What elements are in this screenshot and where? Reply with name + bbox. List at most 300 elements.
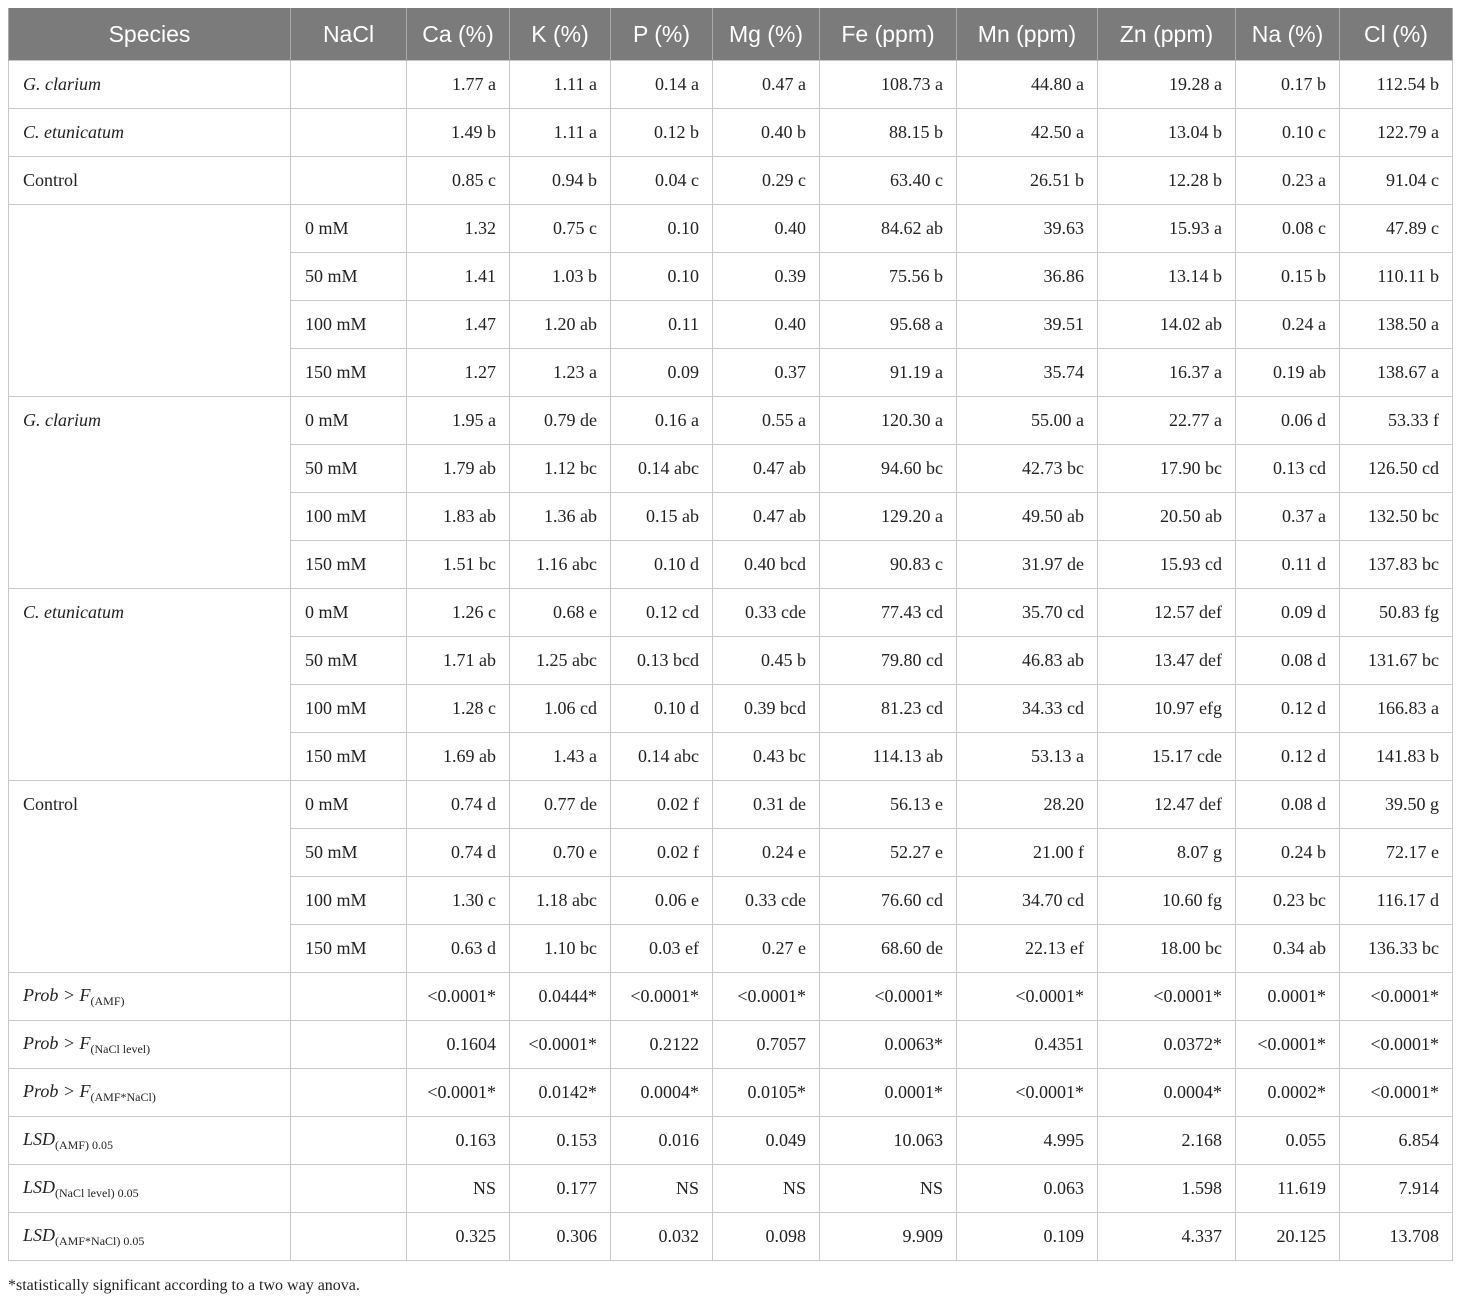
table-cell: <0.0001*	[407, 973, 510, 1021]
table-cell: 95.68 a	[820, 301, 957, 349]
table-cell: 122.79 a	[1340, 109, 1453, 157]
table-cell: 0.06 d	[1236, 397, 1340, 445]
table-cell: 0.10 d	[611, 685, 713, 733]
table-cell: 0.055	[1236, 1117, 1340, 1165]
table-container	[8, 8, 1452, 1261]
nacl-cell: 0 mM	[291, 589, 407, 637]
table-cell: 1.26 c	[407, 589, 510, 637]
table-cell: 0.0105*	[713, 1069, 820, 1117]
stat-label-main: LSD	[23, 1176, 56, 1197]
table-row	[9, 109, 1453, 157]
table-cell: 7.914	[1340, 1165, 1453, 1213]
table-row	[9, 205, 1453, 253]
stat-label-sub: (NaCl level)	[90, 1041, 151, 1056]
table-cell: 0.47 ab	[713, 493, 820, 541]
table-cell: 131.67 bc	[1340, 637, 1453, 685]
table-cell: 1.43 a	[510, 733, 611, 781]
species-cell: C. etunicatum	[9, 109, 291, 157]
mineral-content-table	[8, 8, 1453, 1261]
table-cell: 0.02 f	[611, 829, 713, 877]
table-cell: 1.25 abc	[510, 637, 611, 685]
stat-row	[9, 1165, 1453, 1213]
stat-label-main: Prob > F	[23, 1032, 91, 1053]
table-cell: 0.016	[611, 1117, 713, 1165]
nacl-cell: 150 mM	[291, 541, 407, 589]
table-cell: 0.29 c	[713, 157, 820, 205]
table-cell: 0.0001*	[1236, 973, 1340, 1021]
table-cell: 52.27 e	[820, 829, 957, 877]
table-row	[9, 589, 1453, 637]
stat-label	[9, 1165, 291, 1213]
nacl-cell: 150 mM	[291, 925, 407, 973]
column-header: Na (%)	[1236, 8, 1340, 61]
table-cell: 1.41	[407, 253, 510, 301]
table-cell: 1.10 bc	[510, 925, 611, 973]
nacl-cell: 50 mM	[291, 253, 407, 301]
table-cell: 0.306	[510, 1213, 611, 1261]
table-cell: 1.47	[407, 301, 510, 349]
table-cell: 0.14 a	[611, 61, 713, 109]
stat-label-sub: (AMF)	[55, 1137, 90, 1152]
stat-label	[9, 1021, 291, 1069]
table-cell: 0.7057	[713, 1021, 820, 1069]
nacl-cell: 50 mM	[291, 445, 407, 493]
table-cell: 4.337	[1098, 1213, 1236, 1261]
table-cell: 91.04 c	[1340, 157, 1453, 205]
table-cell: 0.24 a	[1236, 301, 1340, 349]
table-cell: 84.62 ab	[820, 205, 957, 253]
table-cell: 0.24 b	[1236, 829, 1340, 877]
table-cell: NS	[407, 1165, 510, 1213]
table-cell: 0.02 f	[611, 781, 713, 829]
table-cell: 6.854	[1340, 1117, 1453, 1165]
nacl-cell-empty	[291, 973, 407, 1021]
nacl-cell-empty	[291, 1021, 407, 1069]
table-cell: 0.09	[611, 349, 713, 397]
table-cell: 0.10	[611, 205, 713, 253]
table-cell: 2.168	[1098, 1117, 1236, 1165]
table-cell: 0.08 d	[1236, 637, 1340, 685]
table-cell: 39.51	[957, 301, 1098, 349]
table-cell: 137.83 bc	[1340, 541, 1453, 589]
table-cell: 0.33 cde	[713, 877, 820, 925]
table-cell: 0.74 d	[407, 829, 510, 877]
table-cell: 0.40 b	[713, 109, 820, 157]
table-cell: 28.20	[957, 781, 1098, 829]
table-cell: 72.17 e	[1340, 829, 1453, 877]
table-cell: 90.83 c	[820, 541, 957, 589]
nacl-cell: 0 mM	[291, 397, 407, 445]
table-cell: 22.77 a	[1098, 397, 1236, 445]
table-cell: 0.1604	[407, 1021, 510, 1069]
table-cell: 13.708	[1340, 1213, 1453, 1261]
table-cell: 0.31 de	[713, 781, 820, 829]
table-cell: 0.13 cd	[1236, 445, 1340, 493]
stat-label	[9, 1069, 291, 1117]
nacl-cell-empty	[291, 1165, 407, 1213]
table-body	[9, 61, 1453, 1261]
table-cell: <0.0001*	[1098, 973, 1236, 1021]
table-cell: 18.00 bc	[1098, 925, 1236, 973]
table-cell: 1.27	[407, 349, 510, 397]
table-cell: 19.28 a	[1098, 61, 1236, 109]
stat-label-sub: (AMF*NaCl)	[55, 1233, 121, 1248]
table-cell: 50.83 fg	[1340, 589, 1453, 637]
table-cell: 108.73 a	[820, 61, 957, 109]
table-cell: 0.063	[957, 1165, 1098, 1213]
stat-label-main: LSD	[23, 1128, 56, 1149]
table-cell: 26.51 b	[957, 157, 1098, 205]
table-cell: 0.049	[713, 1117, 820, 1165]
table-cell: <0.0001*	[611, 973, 713, 1021]
table-cell: 0.0142*	[510, 1069, 611, 1117]
table-cell: 0.0444*	[510, 973, 611, 1021]
table-cell: 15.93 cd	[1098, 541, 1236, 589]
table-cell: 10.063	[820, 1117, 957, 1165]
nacl-cell: 150 mM	[291, 733, 407, 781]
table-cell: 126.50 cd	[1340, 445, 1453, 493]
table-cell: 22.13 ef	[957, 925, 1098, 973]
table-cell: 1.03 b	[510, 253, 611, 301]
species-cell: C. etunicatum	[9, 589, 291, 781]
table-cell: 13.14 b	[1098, 253, 1236, 301]
table-cell: 47.89 c	[1340, 205, 1453, 253]
table-cell: <0.0001*	[1236, 1021, 1340, 1069]
table-cell: <0.0001*	[957, 973, 1098, 1021]
nacl-cell: 0 mM	[291, 781, 407, 829]
table-cell: 0.79 de	[510, 397, 611, 445]
table-cell: 1.69 ab	[407, 733, 510, 781]
table-cell: <0.0001*	[1340, 1069, 1453, 1117]
table-cell: <0.0001*	[820, 973, 957, 1021]
table-cell: 1.32	[407, 205, 510, 253]
table-cell: 0.15 ab	[611, 493, 713, 541]
nacl-cell	[291, 157, 407, 205]
table-cell: 0.032	[611, 1213, 713, 1261]
table-cell: 0.47 a	[713, 61, 820, 109]
table-cell: 1.77 a	[407, 61, 510, 109]
stat-label	[9, 973, 291, 1021]
column-header: Fe (ppm)	[820, 8, 957, 61]
table-cell: 0.4351	[957, 1021, 1098, 1069]
table-cell: 39.63	[957, 205, 1098, 253]
table-cell: 1.23 a	[510, 349, 611, 397]
table-cell: 68.60 de	[820, 925, 957, 973]
table-cell: 114.13 ab	[820, 733, 957, 781]
stat-row	[9, 973, 1453, 1021]
stat-label	[9, 1117, 291, 1165]
table-cell: 0.04 c	[611, 157, 713, 205]
species-cell: Control	[9, 781, 291, 973]
table-cell: 21.00 f	[957, 829, 1098, 877]
table-row	[9, 397, 1453, 445]
table-cell: <0.0001*	[407, 1069, 510, 1117]
table-cell: 1.20 ab	[510, 301, 611, 349]
table-cell: 11.619	[1236, 1165, 1340, 1213]
table-cell: 13.04 b	[1098, 109, 1236, 157]
column-header: P (%)	[611, 8, 713, 61]
table-row	[9, 61, 1453, 109]
table-cell: 0.0004*	[611, 1069, 713, 1117]
table-cell: 13.47 def	[1098, 637, 1236, 685]
column-header: Cl (%)	[1340, 8, 1453, 61]
table-cell: 17.90 bc	[1098, 445, 1236, 493]
table-cell: 4.995	[957, 1117, 1098, 1165]
table-cell: 0.13 bcd	[611, 637, 713, 685]
table-cell: 9.909	[820, 1213, 957, 1261]
stat-label-main: LSD	[23, 1224, 56, 1245]
table-row	[9, 781, 1453, 829]
table-cell: 0.47 ab	[713, 445, 820, 493]
table-cell: 1.28 c	[407, 685, 510, 733]
table-row	[9, 157, 1453, 205]
table-cell: 0.11 d	[1236, 541, 1340, 589]
nacl-cell: 100 mM	[291, 301, 407, 349]
table-cell: NS	[820, 1165, 957, 1213]
column-header: NaCl	[291, 8, 407, 61]
table-cell: 0.0002*	[1236, 1069, 1340, 1117]
table-cell: 0.177	[510, 1165, 611, 1213]
table-cell: <0.0001*	[713, 973, 820, 1021]
table-cell: 81.23 cd	[820, 685, 957, 733]
table-cell: 1.18 abc	[510, 877, 611, 925]
column-header: K (%)	[510, 8, 611, 61]
table-cell: 10.97 efg	[1098, 685, 1236, 733]
nacl-cell	[291, 61, 407, 109]
table-cell: 0.12 b	[611, 109, 713, 157]
table-cell: 12.57 def	[1098, 589, 1236, 637]
species-cell: G. clarium	[9, 61, 291, 109]
table-cell: 0.12 cd	[611, 589, 713, 637]
table-cell: 0.43 bc	[713, 733, 820, 781]
table-cell: <0.0001*	[1340, 1021, 1453, 1069]
table-cell: 8.07 g	[1098, 829, 1236, 877]
table-cell: 14.02 ab	[1098, 301, 1236, 349]
stat-label-main: Prob > F	[23, 984, 91, 1005]
table-cell: 0.23 bc	[1236, 877, 1340, 925]
stat-label-sub: (NaCl level)	[55, 1185, 115, 1200]
table-cell: 44.80 a	[957, 61, 1098, 109]
table-cell: 0.16 a	[611, 397, 713, 445]
table-cell: 0.15 b	[1236, 253, 1340, 301]
table-cell: 88.15 b	[820, 109, 957, 157]
stat-label-sub: (AMF)	[90, 993, 125, 1008]
footnote: *statistically significant according to a two way anova.	[8, 1277, 360, 1294]
table-cell: 0.33 cde	[713, 589, 820, 637]
column-header: Zn (ppm)	[1098, 8, 1236, 61]
nacl-cell: 0 mM	[291, 205, 407, 253]
table-cell: 0.34 ab	[1236, 925, 1340, 973]
table-cell: 141.83 b	[1340, 733, 1453, 781]
table-cell: 136.33 bc	[1340, 925, 1453, 973]
table-cell: 0.40	[713, 301, 820, 349]
table-cell: 0.098	[713, 1213, 820, 1261]
table-cell: 63.40 c	[820, 157, 957, 205]
nacl-cell: 100 mM	[291, 685, 407, 733]
table-cell: 0.14 abc	[611, 445, 713, 493]
table-cell: 1.83 ab	[407, 493, 510, 541]
table-cell: 132.50 bc	[1340, 493, 1453, 541]
table-cell: 0.0372*	[1098, 1021, 1236, 1069]
table-cell: 0.70 e	[510, 829, 611, 877]
column-header: Species	[9, 8, 291, 61]
table-cell: 0.39 bcd	[713, 685, 820, 733]
table-cell: 0.109	[957, 1213, 1098, 1261]
table-cell: 0.10 c	[1236, 109, 1340, 157]
table-cell: 94.60 bc	[820, 445, 957, 493]
table-cell: 0.63 d	[407, 925, 510, 973]
table-cell: 1.95 a	[407, 397, 510, 445]
table-cell: 15.93 a	[1098, 205, 1236, 253]
table-cell: 42.73 bc	[957, 445, 1098, 493]
nacl-cell: 150 mM	[291, 349, 407, 397]
table-cell: 0.40 bcd	[713, 541, 820, 589]
table-cell: 1.71 ab	[407, 637, 510, 685]
table-cell: 129.20 a	[820, 493, 957, 541]
table-cell: <0.0001*	[957, 1069, 1098, 1117]
table-cell: 166.83 a	[1340, 685, 1453, 733]
table-cell: 1.11 a	[510, 109, 611, 157]
table-cell: 0.163	[407, 1117, 510, 1165]
table-cell: 0.09 d	[1236, 589, 1340, 637]
table-cell: 56.13 e	[820, 781, 957, 829]
table-cell: 1.598	[1098, 1165, 1236, 1213]
table-cell: 0.11	[611, 301, 713, 349]
table-cell: 110.11 b	[1340, 253, 1453, 301]
stat-label	[9, 1213, 291, 1261]
table-cell: 0.94 b	[510, 157, 611, 205]
column-header: Mn (ppm)	[957, 8, 1098, 61]
table-cell: 0.325	[407, 1213, 510, 1261]
table-cell: 35.74	[957, 349, 1098, 397]
nacl-cell: 100 mM	[291, 493, 407, 541]
table-cell: 20.50 ab	[1098, 493, 1236, 541]
table-cell: 0.27 e	[713, 925, 820, 973]
column-header: Mg (%)	[713, 8, 820, 61]
table-cell: 0.2122	[611, 1021, 713, 1069]
table-cell: 112.54 b	[1340, 61, 1453, 109]
table-cell: 76.60 cd	[820, 877, 957, 925]
table-cell: 0.37 a	[1236, 493, 1340, 541]
table-cell: 0.17 b	[1236, 61, 1340, 109]
table-cell: 120.30 a	[820, 397, 957, 445]
table-cell: NS	[611, 1165, 713, 1213]
table-cell: 20.125	[1236, 1213, 1340, 1261]
stat-row	[9, 1117, 1453, 1165]
table-cell: 34.70 cd	[957, 877, 1098, 925]
table-cell: 75.56 b	[820, 253, 957, 301]
table-cell: 49.50 ab	[957, 493, 1098, 541]
nacl-cell: 100 mM	[291, 877, 407, 925]
table-cell: 0.75 c	[510, 205, 611, 253]
table-cell: 15.17 cde	[1098, 733, 1236, 781]
table-cell: 0.39	[713, 253, 820, 301]
table-cell: 1.49 b	[407, 109, 510, 157]
nacl-cell: 50 mM	[291, 637, 407, 685]
table-cell: 16.37 a	[1098, 349, 1236, 397]
table-cell: 0.68 e	[510, 589, 611, 637]
table-cell: 10.60 fg	[1098, 877, 1236, 925]
table-cell: 0.24 e	[713, 829, 820, 877]
table-cell: 31.97 de	[957, 541, 1098, 589]
table-cell: 55.00 a	[957, 397, 1098, 445]
table-cell: 0.12 d	[1236, 733, 1340, 781]
table-cell: 77.43 cd	[820, 589, 957, 637]
table-cell: 0.55 a	[713, 397, 820, 445]
table-cell: 79.80 cd	[820, 637, 957, 685]
stat-label-sub: (AMF*NaCl)	[90, 1089, 156, 1104]
table-cell: 0.85 c	[407, 157, 510, 205]
table-cell: 1.36 ab	[510, 493, 611, 541]
table-cell: 12.47 def	[1098, 781, 1236, 829]
species-cell-empty	[9, 205, 291, 397]
table-cell: 53.13 a	[957, 733, 1098, 781]
stat-label-main: Prob > F	[23, 1080, 91, 1101]
nacl-cell-empty	[291, 1117, 407, 1165]
nacl-cell-empty	[291, 1069, 407, 1117]
table-cell: 0.19 ab	[1236, 349, 1340, 397]
stat-label-level: 0.05	[89, 1137, 114, 1152]
table-cell: 1.06 cd	[510, 685, 611, 733]
table-cell: 0.23 a	[1236, 157, 1340, 205]
table-cell: 34.33 cd	[957, 685, 1098, 733]
table-cell: 0.0004*	[1098, 1069, 1236, 1117]
column-header: Ca (%)	[407, 8, 510, 61]
table-cell: 0.74 d	[407, 781, 510, 829]
table-cell: 0.03 ef	[611, 925, 713, 973]
table-cell: 0.08 c	[1236, 205, 1340, 253]
table-cell: 0.45 b	[713, 637, 820, 685]
table-cell: 0.10 d	[611, 541, 713, 589]
nacl-cell	[291, 109, 407, 157]
species-cell: G. clarium	[9, 397, 291, 589]
table-cell: NS	[713, 1165, 820, 1213]
table-cell: 0.153	[510, 1117, 611, 1165]
table-cell: 1.79 ab	[407, 445, 510, 493]
table-cell: 0.0063*	[820, 1021, 957, 1069]
table-cell: 1.51 bc	[407, 541, 510, 589]
table-cell: 46.83 ab	[957, 637, 1098, 685]
table-cell: 0.40	[713, 205, 820, 253]
table-cell: 42.50 a	[957, 109, 1098, 157]
table-cell: 0.14 abc	[611, 733, 713, 781]
table-cell: 138.50 a	[1340, 301, 1453, 349]
table-cell: 0.08 d	[1236, 781, 1340, 829]
table-cell: 0.0001*	[820, 1069, 957, 1117]
table-cell: 1.12 bc	[510, 445, 611, 493]
table-cell: 53.33 f	[1340, 397, 1453, 445]
table-cell: 0.12 d	[1236, 685, 1340, 733]
stat-row	[9, 1069, 1453, 1117]
table-cell: 0.06 e	[611, 877, 713, 925]
table-cell: 91.19 a	[820, 349, 957, 397]
nacl-cell-empty	[291, 1213, 407, 1261]
table-cell: <0.0001*	[1340, 973, 1453, 1021]
nacl-cell: 50 mM	[291, 829, 407, 877]
stat-row	[9, 1021, 1453, 1069]
table-cell: 0.77 de	[510, 781, 611, 829]
stat-label-level: 0.05	[120, 1233, 145, 1248]
table-cell: 35.70 cd	[957, 589, 1098, 637]
stat-row	[9, 1213, 1453, 1261]
table-cell: 39.50 g	[1340, 781, 1453, 829]
table-cell: 0.10	[611, 253, 713, 301]
table-cell: 12.28 b	[1098, 157, 1236, 205]
table-cell: 116.17 d	[1340, 877, 1453, 925]
table-cell: 1.16 abc	[510, 541, 611, 589]
table-cell: 36.86	[957, 253, 1098, 301]
header-row	[9, 8, 1453, 61]
